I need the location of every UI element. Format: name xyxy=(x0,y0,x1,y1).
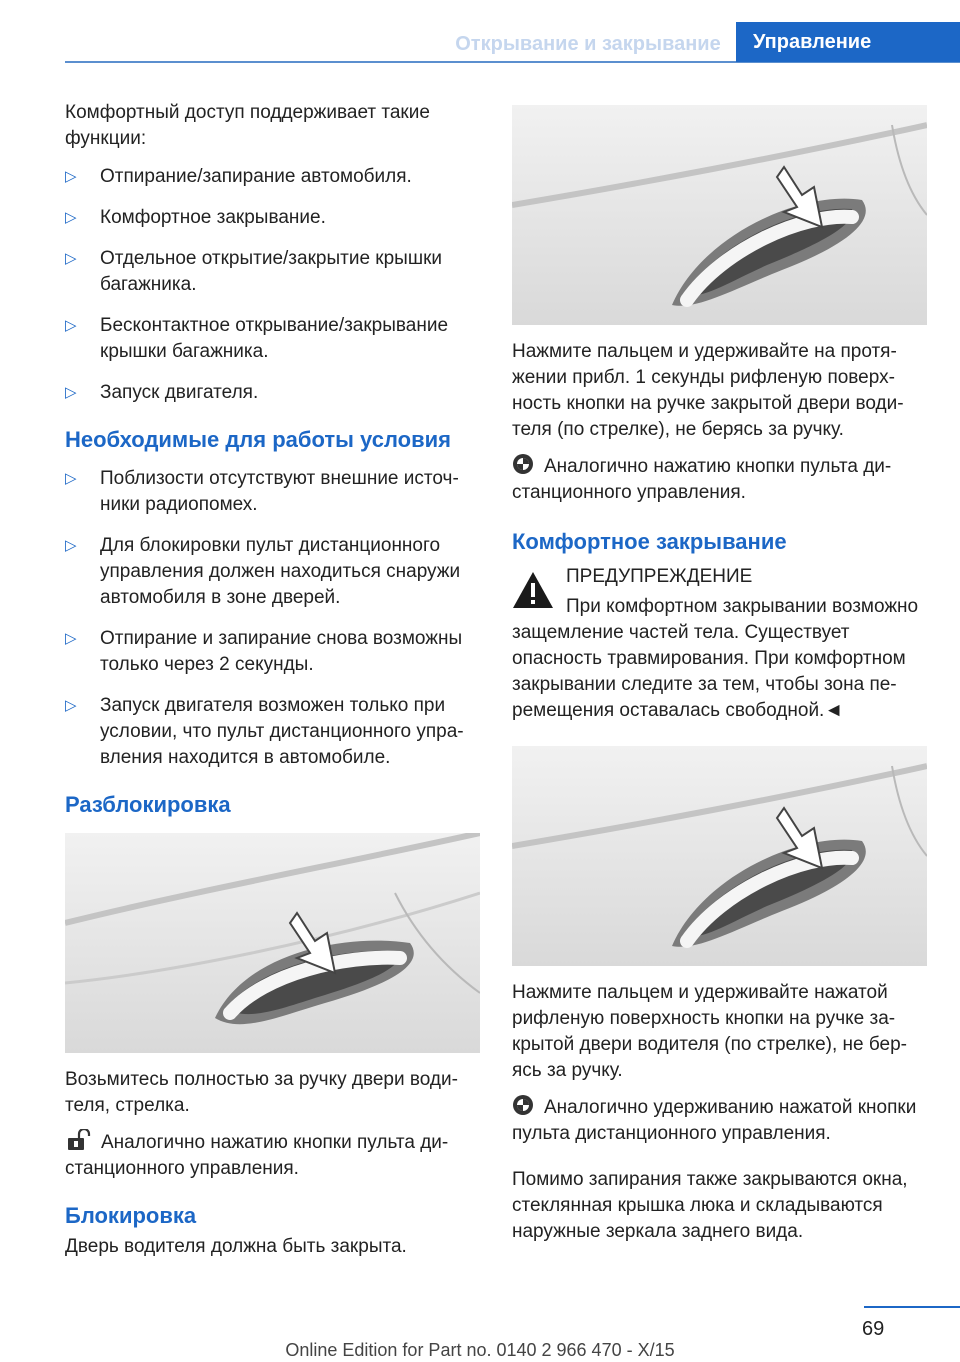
warning-title: ПРЕДУПРЕЖДЕНИЕ xyxy=(566,566,753,587)
triangle-bullet-icon: ▷ xyxy=(65,168,77,185)
closing-note: Помимо запирания также закрываются окна, стеклянная крышка люка и складываются наружные зеркала заднего вида. xyxy=(512,1169,908,1242)
comfort-remote-note: Аналогично удерживанию нажатой кнопки пульта дистанционного управления. xyxy=(512,1094,927,1147)
triangle-bullet-icon: ▷ xyxy=(65,317,77,334)
unlock-remote-note: Аналогично нажатию кнопки пульта дистанционного управления. xyxy=(65,1129,480,1182)
right-column xyxy=(512,105,927,1245)
intro-text: Комфортный доступ поддерживает такие функции: xyxy=(65,102,430,149)
list-item: ▷ Бесконтактное открывание/закрывание крышки багажника. xyxy=(65,315,449,362)
bmw-key-icon xyxy=(512,1094,534,1116)
warning-triangle-icon xyxy=(512,570,554,610)
warning-box xyxy=(512,564,927,590)
triangle-bullet-icon: ▷ xyxy=(65,630,77,647)
page-number-rule xyxy=(864,1306,960,1308)
unlock-text: Возьмитесь полностью за ручку двери водителя, стрелка. xyxy=(65,1069,458,1116)
list-item: ▷ Отдельное открытие/закрытие крышки багажника. xyxy=(65,248,442,295)
lock-press-text: Нажмите пальцем и удерживайте на протяжении прибл. 1 секунды рифленую поверхность кнопки на ручке закрытой двери водителя (по стрелке), не берясь за ручку. xyxy=(512,341,904,440)
chapter-tab: Управление xyxy=(736,22,960,62)
door-handle-comfort-close-photo xyxy=(512,746,927,966)
door-handle-unlock-photo xyxy=(65,833,480,1053)
warning-text: При комфортном закрывании возможно защемление частей тела. Существует опасность травмирования. При комфортном закрывании следите за тем, чтобы зона перемещения оставалась свободной.◄ xyxy=(512,596,919,721)
triangle-bullet-icon: ▷ xyxy=(65,384,77,401)
conditions-list xyxy=(65,466,480,771)
feature-list xyxy=(65,164,480,406)
unlock-heading: Разблокировка xyxy=(65,792,231,817)
triangle-bullet-icon: ▷ xyxy=(65,209,77,226)
triangle-bullet-icon: ▷ xyxy=(65,470,77,487)
bmw-key-icon xyxy=(512,453,534,475)
list-item: ▷ Для блокировки пульт дистанционного управления должен находиться снаружи автомобиля в зоне дверей. xyxy=(65,535,461,608)
comfort-press-text: Нажмите пальцем и удерживайте нажатой рифленую поверхность кнопки на ручке закрытой двери водителя (по стрелке), не берясь за ручку. xyxy=(512,982,907,1081)
list-item: ▷ Отпирание и запирание снова возможны только через 2 секунды. xyxy=(65,628,463,675)
list-item: ▷ Поблизости отсутствуют внешние источники радиопомех. xyxy=(65,468,459,515)
comfort-heading: Комфортное закрывание xyxy=(512,529,787,554)
unlock-padlock-icon xyxy=(65,1129,91,1151)
list-item: ▷ Отпирание/запирание автомобиля. xyxy=(65,164,480,190)
lock-heading: Блокировка xyxy=(65,1203,197,1228)
list-item: ▷ Запуск двигателя возможен только при условии, что пульт дистанционного управления находится в автомобиле. xyxy=(65,695,464,768)
door-handle-lock-photo xyxy=(512,105,927,325)
section-title: Открывание и закрывание xyxy=(455,32,721,55)
lock-remote-note: Аналогично нажатию кнопки пульта дистанционного управления. xyxy=(512,453,927,506)
left-column xyxy=(65,100,480,1260)
footer-edition: Online Edition for Part no. 0140 2 966 470 - X/15 xyxy=(285,1340,675,1360)
triangle-bullet-icon: ▷ xyxy=(65,250,77,267)
triangle-bullet-icon: ▷ xyxy=(65,697,77,714)
triangle-bullet-icon: ▷ xyxy=(65,537,77,554)
list-item: ▷ Запуск двигателя. xyxy=(65,380,480,406)
lock-text: Дверь водителя должна быть закрыта. xyxy=(65,1236,407,1257)
page-number: 69 xyxy=(862,1318,885,1340)
conditions-heading: Необходимые для работы условия xyxy=(65,427,451,452)
list-item: ▷ Комфортное закрывание. xyxy=(65,205,480,231)
